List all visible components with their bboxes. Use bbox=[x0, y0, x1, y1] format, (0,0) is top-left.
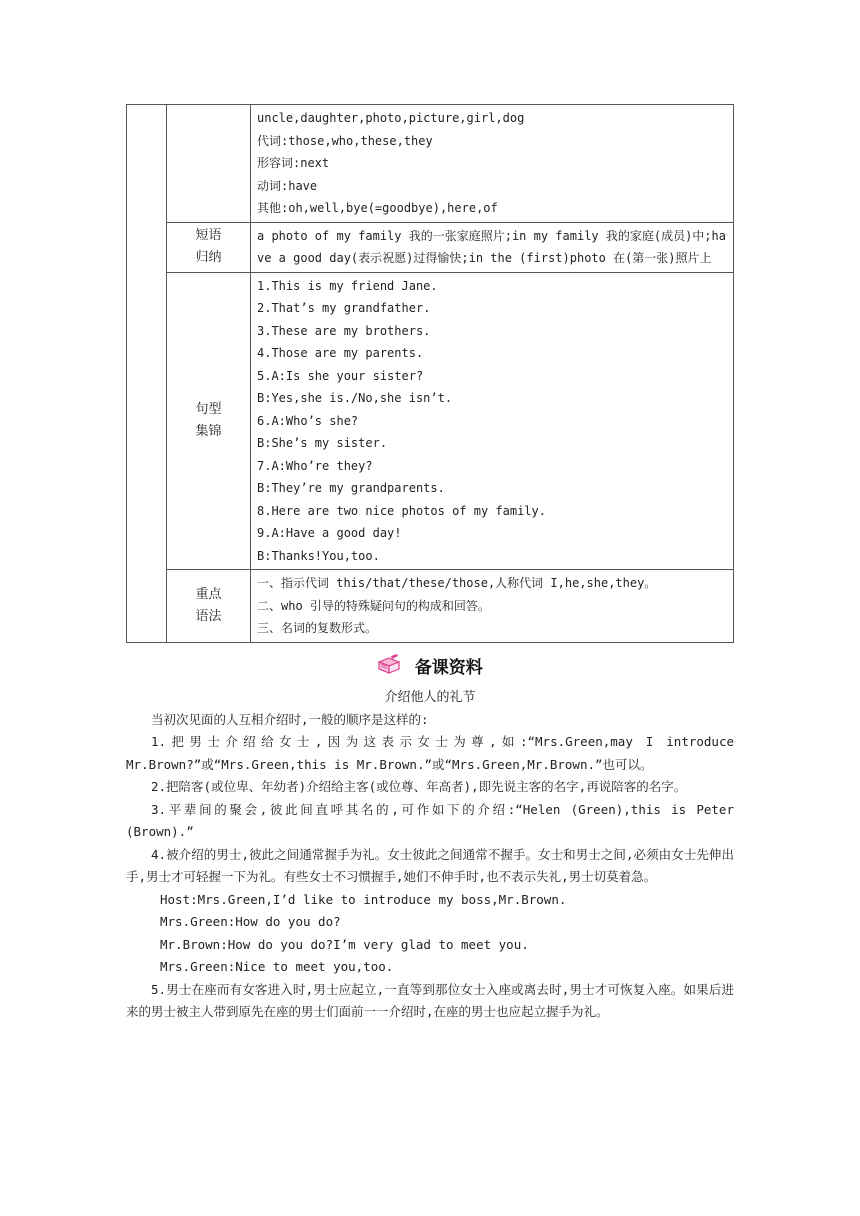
sentence-line: 9.A:Have a good day! bbox=[257, 526, 402, 540]
vocab-line: 形容词:next bbox=[257, 156, 330, 170]
sentences-row bbox=[127, 272, 734, 570]
phrases-label-cell bbox=[167, 222, 251, 272]
phrases-label: 短语 bbox=[195, 228, 222, 243]
sentences-label-cell bbox=[167, 272, 251, 570]
paragraph: 4.被介绍的男士,彼此之间通常握手为礼。女士彼此之间通常不握手。女士和男士之间,必须由女士先伸出手,男士才可轻握一下为礼。有些女士不习惯握手,她们不伸手时,也不表示失礼,男士切莫着急。 bbox=[126, 846, 734, 884]
sentence-line: 2.That’s my grandfather. bbox=[257, 301, 431, 315]
sentences-content-cell bbox=[251, 272, 734, 570]
vocab-line: 动词:have bbox=[257, 178, 318, 193]
pencil-book-icon bbox=[377, 654, 401, 676]
sentence-line: 3.These are my brothers. bbox=[257, 323, 431, 338]
paragraph: 3.平辈间的聚会,彼此间直呼其名的,可作如下的介绍:“Helen (Green),this is Peter (Brown).” bbox=[126, 801, 734, 839]
sentence-line: 4.Those are my parents. bbox=[257, 346, 424, 360]
sentences-label: 句型 bbox=[195, 401, 222, 417]
phrases-label: 归纳 bbox=[195, 250, 222, 265]
page-content bbox=[126, 104, 734, 1024]
sentence-line: 1.This is my friend Jane. bbox=[257, 278, 438, 293]
sentences-label: 集锦 bbox=[195, 423, 222, 439]
paragraph: 1.把男士介绍给女士,因为这表示女士为尊,如:“Mrs.Green,may I introduce Mr.Brown?”或“Mrs.Green,this is Mr.Brown.”或“Mrs.Green,Mr.Brown.”也可以。 bbox=[126, 734, 734, 772]
dialog-line: Mrs.Green:Nice to meet you,too. bbox=[160, 959, 394, 974]
grammar-row bbox=[127, 570, 734, 643]
grammar-line: 三、名词的复数形式。 bbox=[257, 621, 378, 635]
grammar-label: 语法 bbox=[195, 608, 222, 624]
vocab-label-cell bbox=[167, 105, 251, 223]
grammar-line: 一、指示代词 this/that/these/those,人称代词 I,he,she,they。 bbox=[257, 576, 657, 590]
sentence-line: B:They’re my grandparents. bbox=[257, 481, 445, 495]
sentence-line: B:Thanks!You,too. bbox=[257, 548, 380, 563]
phrases-row bbox=[127, 222, 734, 272]
vocab-line: 代词:those,who,these,they bbox=[257, 133, 433, 148]
dialog-line: Host:Mrs.Green,I’d like to introduce my boss,Mr.Brown. bbox=[160, 891, 567, 907]
grammar-label: 重点 bbox=[195, 586, 222, 602]
sentence-line: 6.A:Who’s she? bbox=[257, 413, 359, 428]
summary-table bbox=[126, 104, 734, 643]
grammar-line: 二、who 引导的特殊疑问句的构成和回答。 bbox=[257, 598, 490, 613]
grammar-content-cell bbox=[251, 570, 734, 643]
paragraph: 5.男士在座而有女客进入时,男士应起立,一直等到那位女士入座或离去时,男士才可恢复入座。如果后进来的男士被主人带到原先在座的男士们面前一一介绍时,在座的男士也应起立握手为礼。 bbox=[126, 981, 734, 1019]
paragraph: 当初次见面的人互相介绍时,一般的顺序是这样的: bbox=[151, 711, 429, 727]
section-title: 备课资料 bbox=[414, 657, 483, 678]
sentence-line: 7.A:Who’re they? bbox=[257, 458, 373, 473]
vocab-row bbox=[127, 105, 734, 223]
sentence-line: 8.Here are two nice photos of my family. bbox=[257, 503, 546, 518]
vocab-line: 其他:oh,well,bye(=goodbye),here,of bbox=[257, 201, 498, 215]
section-heading bbox=[126, 653, 734, 683]
phrases-text: a photo of my family 我的一张家庭照片;in my family 我的家庭(成员)中;have a good day(表示祝愿)过得愉快;in the (first)photo 在(第一张)照片上 bbox=[257, 228, 726, 265]
dialog-line: Mr.Brown:How do you do?I’m very glad to meet you. bbox=[160, 936, 529, 952]
phrases-content-cell bbox=[251, 222, 734, 272]
vocab-content-cell bbox=[251, 105, 734, 223]
sentence-line: B:She’s my sister. bbox=[257, 436, 388, 450]
grammar-label-cell bbox=[167, 570, 251, 643]
left-blank-cell bbox=[127, 105, 167, 643]
dialog-line: Mrs.Green:How do you do? bbox=[160, 914, 341, 929]
paragraph: 2.把陪客(或位卑、年幼者)介绍给主客(或位尊、年高者),即先说主客的名字,再说陪客的名字。 bbox=[151, 779, 687, 794]
sentence-line: 5.A:Is she your sister? bbox=[257, 368, 424, 383]
section-subtitle: 介绍他人的礼节 bbox=[384, 689, 476, 705]
sentence-line: B:Yes,she is./No,she isn’t. bbox=[257, 391, 453, 405]
vocab-line: uncle,daughter,photo,picture,girl,dog bbox=[257, 111, 525, 125]
